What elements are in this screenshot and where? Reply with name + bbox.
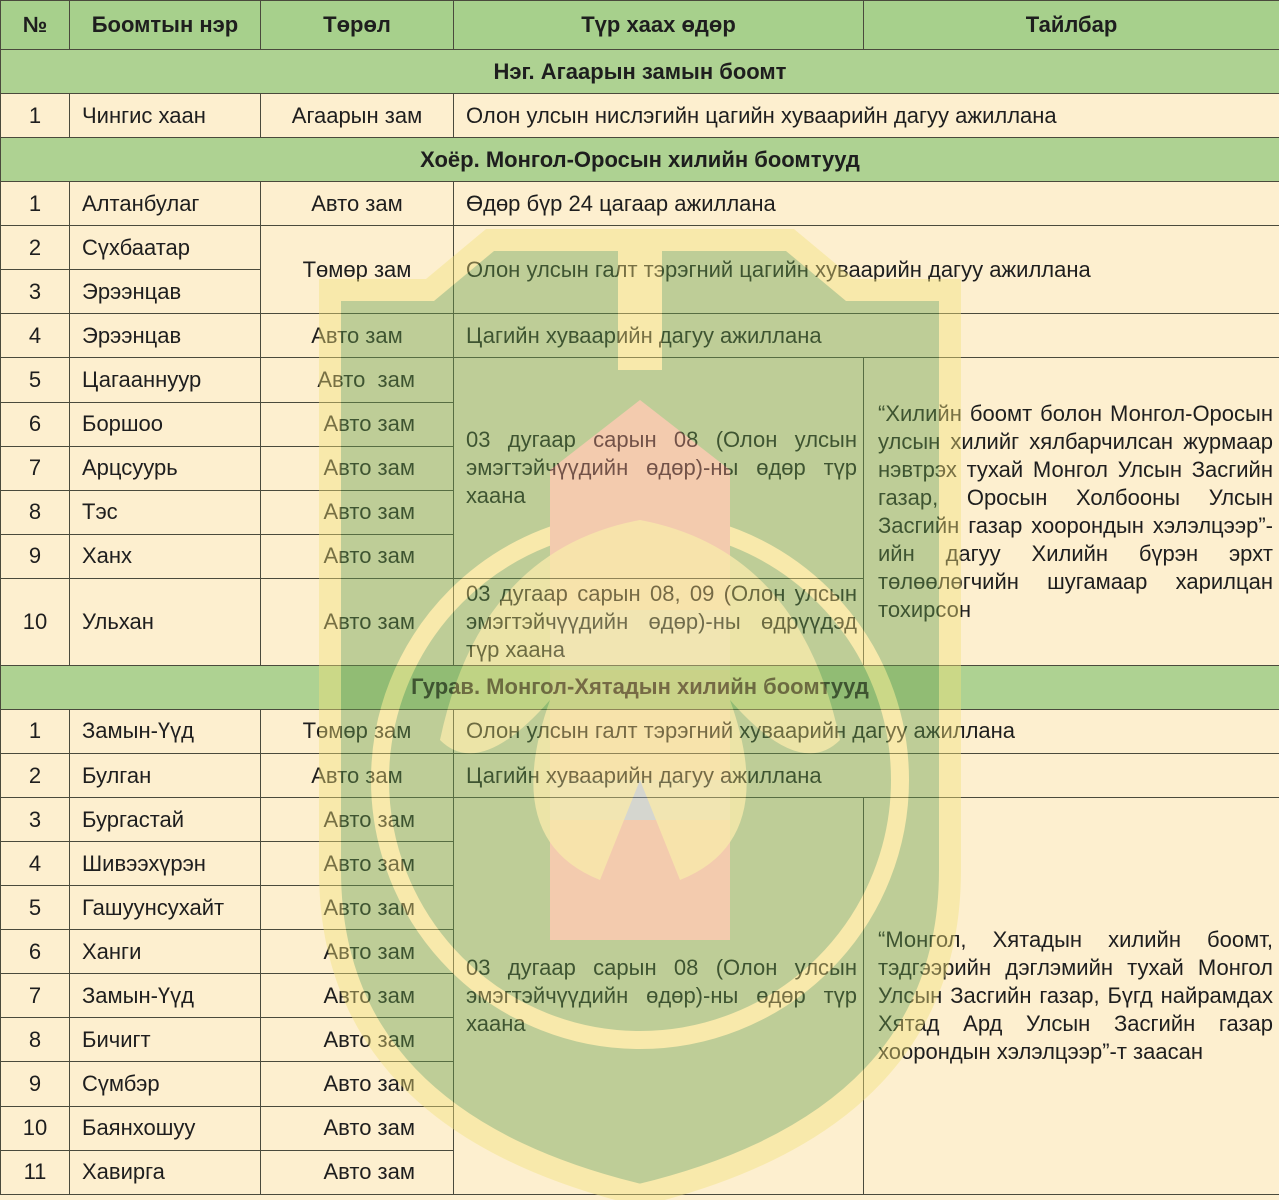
row-name: Боршоо [70,402,261,446]
row-date-note: Цагийн хуваарийн дагуу ажиллана [454,314,1279,358]
row-no: 1 [1,94,70,138]
section-title: Нэг. Агаарын замын боомт [1,50,1279,94]
row-note: “Хилийн боомт болон Монгол-Оросын улсын хилийг хялбарчилсан журмаар нэвтрэх тухай Монгол Улсын Засгийн газар, Оросын Холбооны Улсын Засгийн газар хоорондын хэлэлцээр”-ийн дагуу Хилийн бүрэн эрхт төлөөлөгчийн шугамаар харилцан тохирсон [864,358,1279,665]
row-no: 9 [1,534,70,578]
section-row-china [1,665,1279,709]
section-title: Гурав. Монгол-Хятадын хилийн боомтууд [1,665,1279,709]
row-no: 2 [1,226,70,270]
row-date-note: Олон улсын галт тэрэгний цагийн хуваарийн дагуу ажиллана [454,226,1279,314]
row-name: Эрээнцав [70,270,261,314]
row-type: Авто зам [261,314,454,358]
row-no: 1 [1,182,70,226]
row-no: 8 [1,1018,70,1062]
row-type: Авто зам [261,446,454,490]
row-type: Авто зам [261,358,454,402]
row-type: Авто зам [261,1150,454,1194]
row-name: Гашуунсухайт [70,886,261,930]
row-no: 2 [1,754,70,798]
row-name: Ульхан [70,578,261,665]
row-no: 10 [1,1106,70,1150]
row-name: Арцсуурь [70,446,261,490]
row-type: Агаарын зам [261,94,454,138]
row-name: Булган [70,754,261,798]
row-name: Хавирга [70,1150,261,1194]
header-date: Түр хаах өдөр [454,1,864,50]
row-type: Авто зам [261,754,454,798]
header-note: Тайлбар [864,1,1279,50]
row-date: 03 дугаар сарын 08, 09 (Олон улсын эмэгтэйчүүдийн өдөр)-ны өдрүүдэд түр хаана [454,578,864,665]
row-type: Авто зам [261,886,454,930]
table-row [1,182,1279,226]
section-title: Хоёр. Монгол-Оросын хилийн боомтууд [1,138,1279,182]
row-no: 7 [1,974,70,1018]
section-row-air [1,50,1279,94]
row-date-note: Өдөр бүр 24 цагаар ажиллана [454,182,1279,226]
table-row [1,754,1279,798]
section-row-russia [1,138,1279,182]
row-name: Ханги [70,930,261,974]
header-type: Төрөл [261,1,454,50]
row-no: 7 [1,446,70,490]
row-type: Төмөр зам [261,709,454,753]
row-name: Замын-Үүд [70,709,261,753]
row-type: Авто зам [261,578,454,665]
row-type: Авто зам [261,1062,454,1106]
row-no: 5 [1,358,70,402]
row-no: 6 [1,930,70,974]
row-name: Ханх [70,534,261,578]
row-name: Сүхбаатар [70,226,261,270]
row-type: Авто зам [261,930,454,974]
row-no: 10 [1,578,70,665]
row-no: 3 [1,270,70,314]
row-type: Авто зам [261,1018,454,1062]
row-date: 03 дугаар сарын 08 (Олон улсын эмэгтэйчүүдийн өдөр)-ны өдөр түр хаана [454,798,864,1195]
row-name: Замын-Үүд [70,974,261,1018]
row-date: 03 дугаар сарын 08 (Олон улсын эмэгтэйчүүдийн өдөр)-ны өдөр түр хаана [454,358,864,578]
row-no: 6 [1,402,70,446]
row-no: 5 [1,886,70,930]
row-no: 4 [1,314,70,358]
row-name: Чингис хаан [70,94,261,138]
row-name: Бургастай [70,798,261,842]
row-no: 11 [1,1150,70,1194]
table-row [1,358,1279,402]
row-no: 1 [1,709,70,753]
row-no: 9 [1,1062,70,1106]
row-name: Шивээхүрэн [70,842,261,886]
table-row [1,709,1279,753]
row-no: 3 [1,798,70,842]
row-type: Авто зам [261,182,454,226]
table-header-row [1,1,1279,50]
row-date-note: Олон улсын галт тэрэгний хуваарийн дагуу ажиллана [454,709,1279,753]
row-name: Бичигт [70,1018,261,1062]
row-type: Авто зам [261,1106,454,1150]
row-name: Сүмбэр [70,1062,261,1106]
table-row [1,314,1279,358]
row-type: Авто зам [261,402,454,446]
row-type: Авто зам [261,974,454,1018]
row-note: “Монгол, Хятадын хилийн боомт, тэдгээрийн дэглэмийн тухай Монгол Улсын Засгийн газар, Бүгд найрамдах Хятад Ард Улсын Засгийн газар хоорондын хэлэлцээр”-т заасан [864,798,1279,1195]
row-no: 8 [1,490,70,534]
row-name: Баянхошуу [70,1106,261,1150]
table-row [1,94,1279,138]
row-type: Авто зам [261,798,454,842]
row-type: Авто зам [261,842,454,886]
header-no: № [1,1,70,50]
row-date-note: Олон улсын нислэгийн цагийн хуваарийн дагуу ажиллана [454,94,1279,138]
row-date-note: Цагийн хуваарийн дагуу ажиллана [454,754,1279,798]
row-type: Төмөр зам [261,226,454,314]
row-name: Алтанбулаг [70,182,261,226]
header-name: Боомтын нэр [70,1,261,50]
row-no: 4 [1,842,70,886]
row-name: Тэс [70,490,261,534]
row-name: Цагааннуур [70,358,261,402]
table-row [1,798,1279,842]
row-type: Авто зам [261,490,454,534]
row-type: Авто зам [261,534,454,578]
table-row [1,226,1279,270]
row-name: Эрээнцав [70,314,261,358]
